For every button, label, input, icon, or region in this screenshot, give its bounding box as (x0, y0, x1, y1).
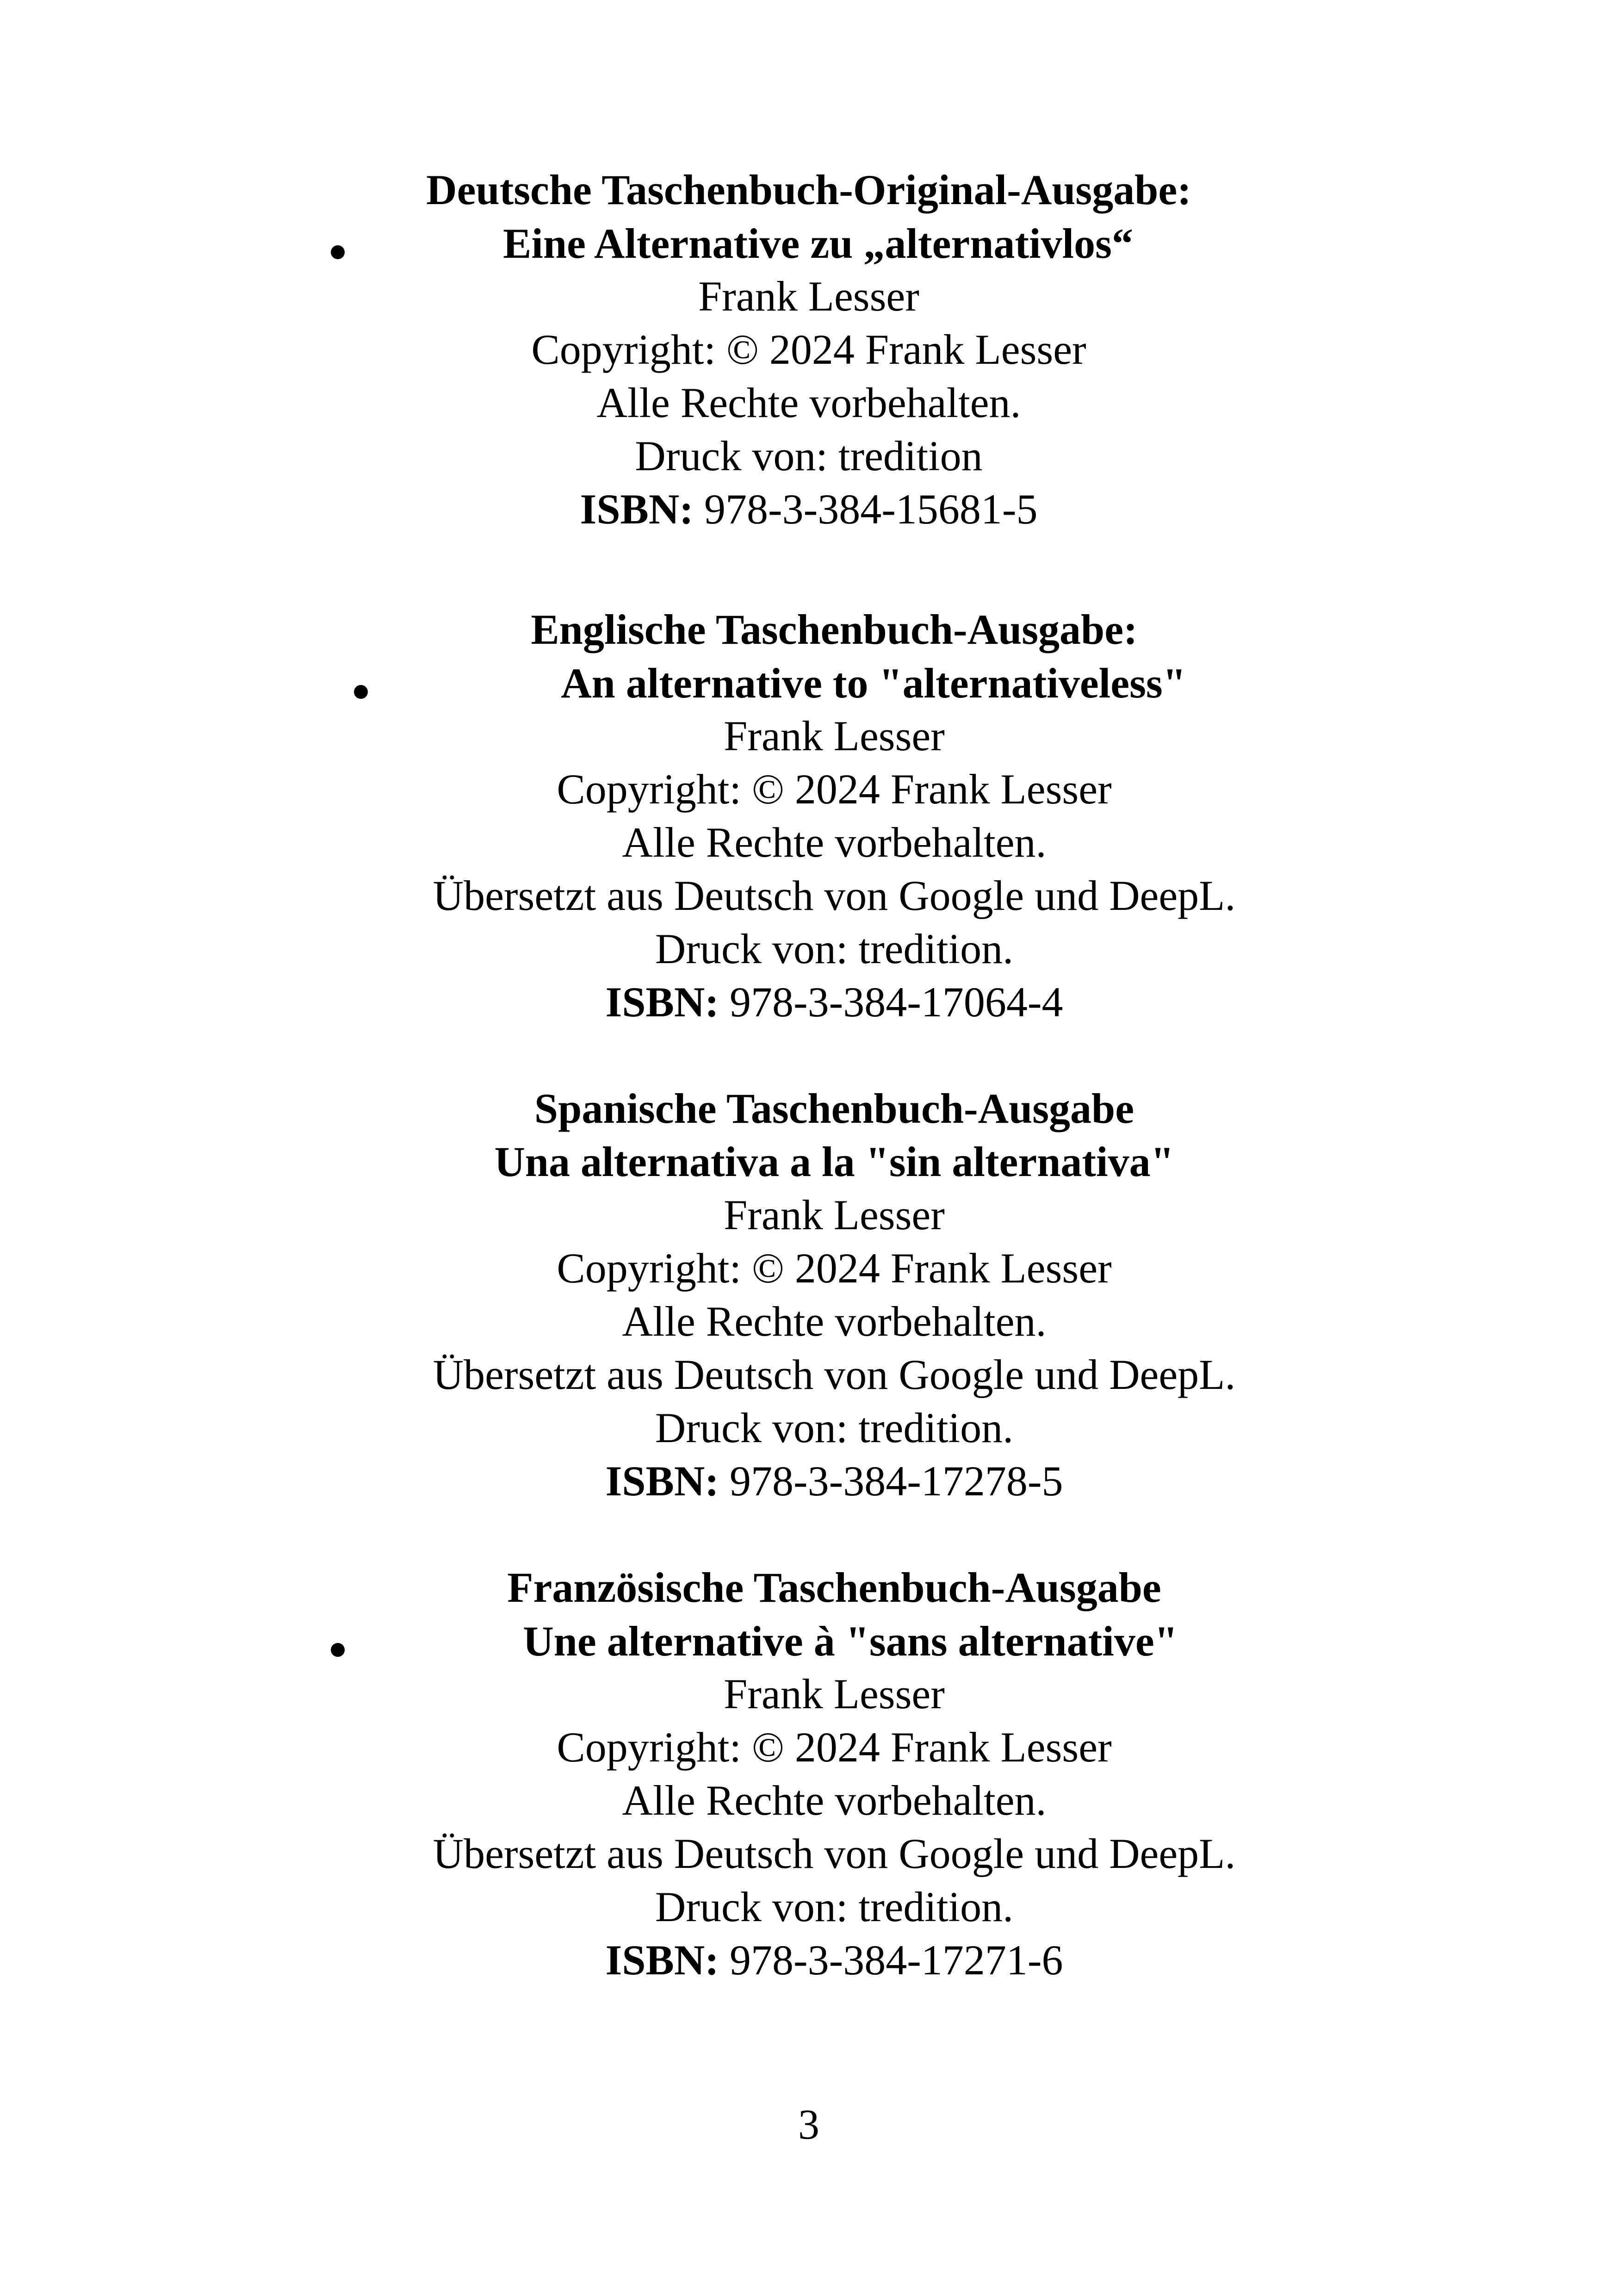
isbn-value: 978-3-384-17271-6 (729, 1936, 1063, 1984)
edition-translation: Übersetzt aus Deutsch von Google und DeepL. (433, 1351, 1236, 1398)
page-number: 3 (798, 2101, 819, 2148)
edition-copyright: Copyright: © 2024 Frank Lesser (531, 326, 1086, 373)
edition-isbn (606, 979, 1063, 1025)
edition-title: Une alternative à "sans alternative" (523, 1618, 1178, 1665)
edition-printer: Druck von: tredition (635, 432, 983, 479)
edition-isbn (606, 1458, 1063, 1504)
isbn-label: ISBN: (580, 485, 694, 533)
edition-title: Eine Alternative zu „alternativlos“ (503, 220, 1133, 267)
edition-printer: Druck von: tredition. (655, 1883, 1014, 1930)
edition-isbn (606, 1937, 1063, 1983)
isbn-value: 978-3-384-17064-4 (729, 978, 1063, 1026)
edition-translation: Übersetzt aus Deutsch von Google und DeepL. (433, 872, 1236, 919)
edition-copyright: Copyright: © 2024 Frank Lesser (557, 1724, 1112, 1771)
edition-author: Frank Lesser (698, 273, 919, 320)
bullet-icon (354, 685, 368, 699)
isbn-label: ISBN: (605, 1936, 719, 1984)
edition-heading: Deutsche Taschenbuch-Original-Ausgabe: (426, 166, 1191, 213)
edition-author: Frank Lesser (724, 1670, 945, 1717)
bullet-icon (331, 245, 345, 259)
edition-rights: Alle Rechte vorbehalten. (622, 819, 1047, 866)
edition-heading: Englische Taschenbuch-Ausgabe: (531, 606, 1138, 653)
edition-rights: Alle Rechte vorbehalten. (622, 1298, 1047, 1345)
edition-copyright: Copyright: © 2024 Frank Lesser (557, 1244, 1112, 1292)
edition-translation: Übersetzt aus Deutsch von Google und DeepL. (433, 1830, 1236, 1877)
isbn-label: ISBN: (605, 978, 719, 1026)
edition-author: Frank Lesser (724, 1191, 945, 1238)
edition-heading: Französische Taschenbuch-Ausgabe (507, 1564, 1161, 1611)
isbn-value: 978-3-384-15681-5 (704, 485, 1038, 533)
edition-heading: Spanische Taschenbuch-Ausgabe (534, 1085, 1134, 1132)
bullet-icon (331, 1643, 345, 1657)
isbn-value: 978-3-384-17278-5 (729, 1457, 1063, 1505)
edition-rights: Alle Rechte vorbehalten. (596, 379, 1021, 426)
edition-rights: Alle Rechte vorbehalten. (622, 1777, 1047, 1824)
edition-author: Frank Lesser (724, 712, 945, 759)
edition-title: Una alternativa a la "sin alternativa" (494, 1138, 1174, 1185)
edition-copyright: Copyright: © 2024 Frank Lesser (557, 765, 1112, 813)
edition-isbn (580, 486, 1038, 532)
edition-title: An alternative to "alternativeless" (561, 660, 1186, 707)
isbn-label: ISBN: (605, 1457, 719, 1505)
edition-printer: Druck von: tredition. (655, 925, 1014, 972)
edition-printer: Druck von: tredition. (655, 1404, 1014, 1451)
